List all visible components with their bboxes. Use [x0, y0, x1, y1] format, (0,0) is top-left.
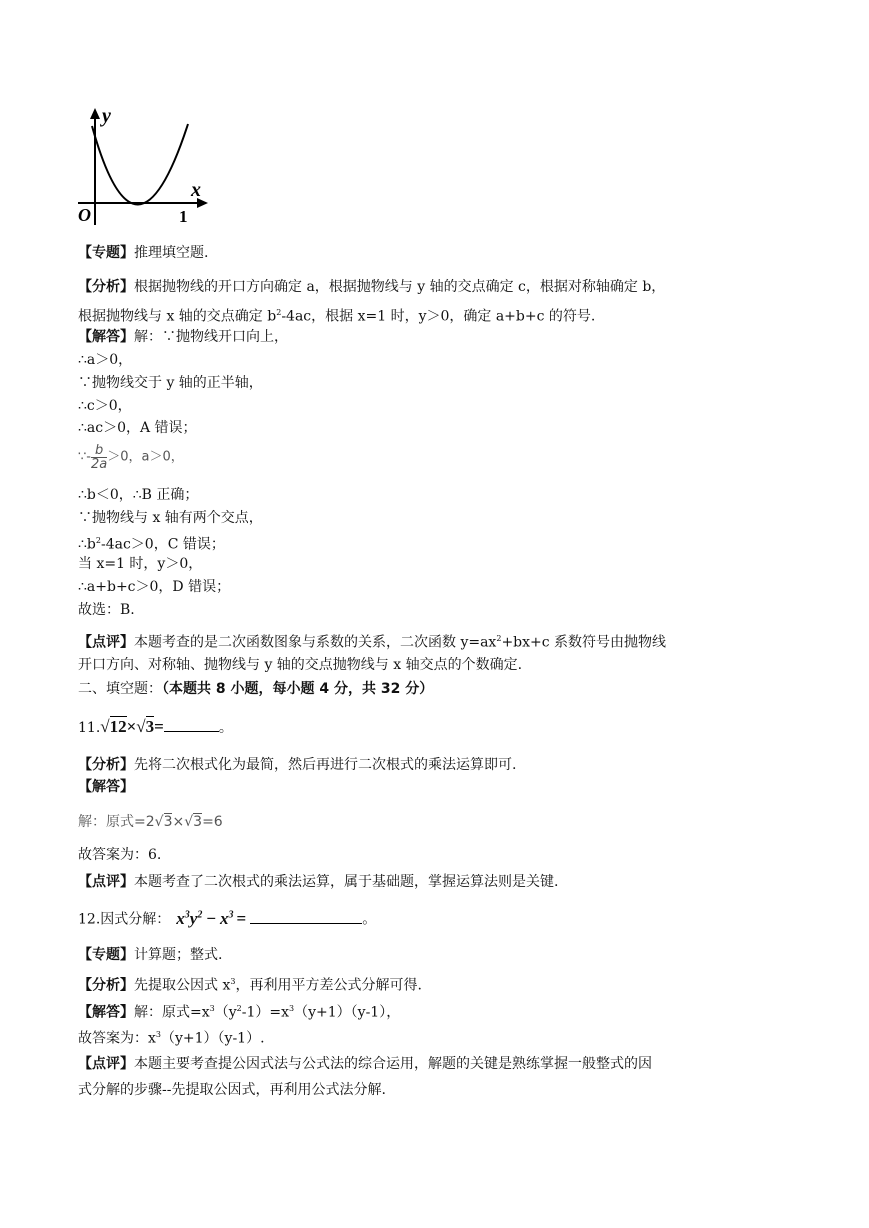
radical-12: √12 — [100, 717, 127, 736]
q10-step-8: $\therefore b^2-4ac>0$，C 错误； — [78, 536, 225, 553]
radical-3b: √3 — [184, 814, 203, 830]
q10-step-10: ∴a+b+c＞0，D 错误； — [78, 579, 231, 595]
x-axis-label: x — [191, 179, 201, 201]
q12-analysis: 【分析】先提取公因式 $x^3$，再利用平方差公式分解可得. — [78, 977, 422, 994]
q12-topic: 【专题】计算题；整式. — [78, 947, 223, 963]
y-axis-label: y — [102, 105, 111, 127]
radical-3: √3 — [136, 717, 155, 736]
q10-comment-2: 开口方向、对称轴、抛物线与 y 轴的交点抛物线与 x 轴交点的个数确定. — [78, 657, 523, 673]
q12-expression: $x^3y^2 - x^3$ = — [176, 908, 247, 928]
q12-comment-2: 式分解的步骤--先提取公因式，再利用公式法分解. — [78, 1082, 386, 1098]
q11-solution: 解：原式=2√3×√3=6 — [78, 814, 223, 830]
q10-answer: 【解答】解：∵抛物线开口向上， — [78, 329, 288, 345]
radical-3a: √3 — [154, 814, 173, 830]
q10-step-11: 故选：B. — [78, 602, 135, 618]
q12-comment-1: 【点评】本题主要考查提公因式法与公式法的综合运用，解题的关键是熟练掌握一般整式的因 — [78, 1056, 652, 1072]
origin-label: O — [78, 205, 91, 225]
q10-step-2: ∵抛物线交于 y 轴的正半轴， — [78, 375, 263, 391]
q10-analysis-2: 根据抛物线与 x 轴的交点确定 $b^2-4ac$，根据 x=1 时，y＞0，确定 a+b+c 的符号. — [78, 308, 596, 325]
q10-step-3: ∴c＞0， — [78, 398, 132, 414]
section-2-title: 二、填空题：（本题共 8 小题，每小题 4 分，共 32 分） — [78, 681, 434, 697]
q12-final: 故答案为：$x^3(y+1)(y-1)$. — [78, 1030, 265, 1047]
q11-analysis: 【分析】先将二次根式化为最简，然后再进行二次根式的乘法运算即可. — [78, 757, 517, 773]
q10-step-1: ∴a＞0， — [78, 352, 133, 368]
q10-analysis-1: 【分析】根据抛物线的开口方向确定 a，根据抛物线与 y 轴的交点确定 c，根据对称轴确定 b， — [78, 279, 666, 295]
q11-final: 故答案为：6. — [78, 847, 162, 863]
q10-step-6: ∴b＜0，∴B 正确； — [78, 487, 199, 503]
fraction: $\frac{b}{2a}$ — [90, 443, 108, 472]
y-axis-arrow — [90, 108, 100, 119]
q10-step-9: 当 x=1 时，y＞0， — [78, 556, 203, 572]
answer-blank[interactable] — [164, 717, 219, 732]
q12-question: 12.因式分解： $x^3y^2 - x^3$ = 。 — [78, 908, 377, 928]
q12-answer: 【解答】解：原式$=x^3(y^2-1)=x^3(y+1)(y-1)$， — [78, 1004, 401, 1021]
q10-step-7: ∵抛物线与 x 轴有两个交点， — [78, 510, 263, 526]
q11-question: 11.√12×√3= 。 — [78, 717, 233, 736]
q11-answer-tag: 【解答】 — [78, 779, 134, 795]
answer-blank[interactable] — [250, 909, 362, 924]
q10-step-5: ∵- $\frac{b}{2a}$ ＞0，a＞0， — [78, 443, 184, 472]
tick-label-1: 1 — [179, 207, 188, 226]
q10-comment-1: 【点评】本题考查的是二次函数图象与系数的关系，二次函数 $y=ax^2+bx+c$ 系数符号由抛物线 — [78, 634, 667, 651]
q10-topic: 【专题】推理填空题. — [78, 245, 209, 261]
q11-comment: 【点评】本题考查了二次根式的乘法运算，属于基础题，掌握运算法则是关键. — [78, 874, 559, 890]
parabola-curve — [92, 124, 188, 205]
parabola-graph — [76, 104, 216, 228]
q10-step-4: ∴ac＞0，A 错误； — [78, 420, 197, 436]
